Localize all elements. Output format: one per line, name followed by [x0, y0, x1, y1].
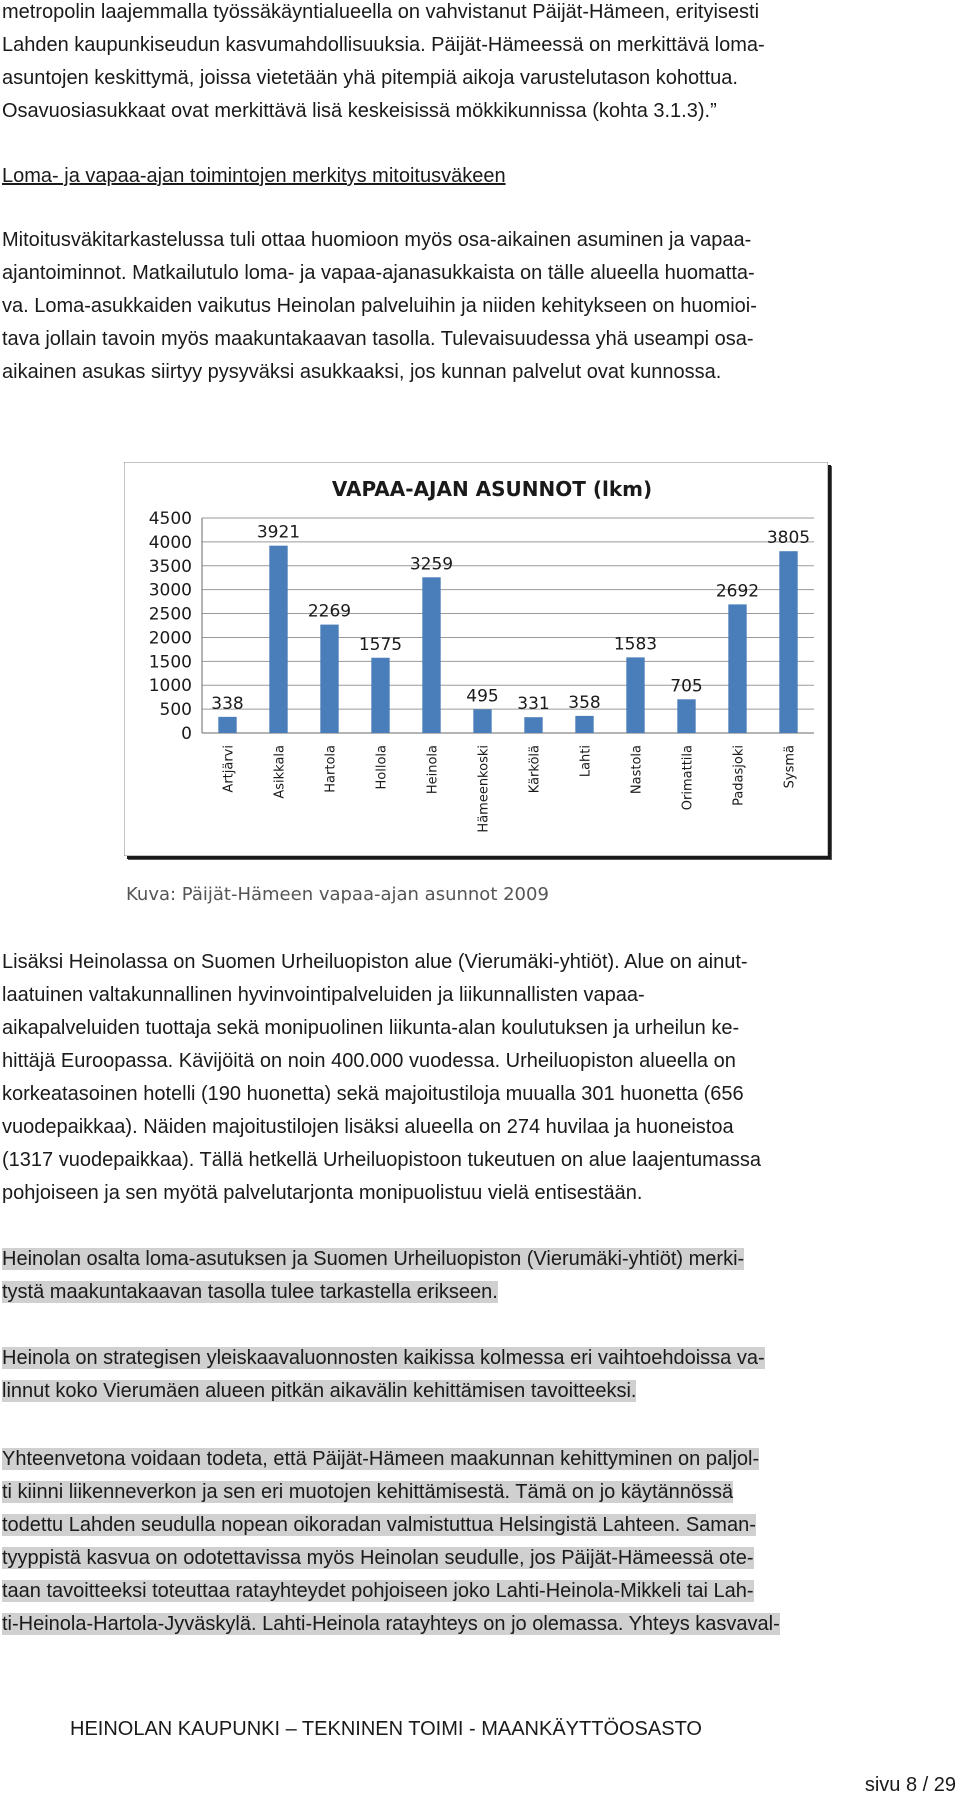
x-tick-label: Padasjoki: [731, 745, 747, 806]
x-tick-label: Hollola: [374, 745, 390, 790]
text-line: [2, 1608, 957, 1641]
y-tick-label: 2000: [148, 628, 192, 649]
text-line: (1317 vuodepaikkaa). Tällä hetkellä Urheiluopistoon tukeutuen on alue laajentumassa: [2, 1149, 762, 1171]
text-line: aikapalveluiden tuottaja sekä monipuolinen liikunta-alan koulutuksen ja urheilun ke-: [2, 1017, 740, 1039]
data-label: 3921: [256, 522, 301, 543]
data-label: 1583: [613, 634, 658, 655]
data-label: 331: [517, 694, 550, 715]
paragraph-highlighted-1: [2, 1243, 957, 1309]
bar: [728, 604, 746, 733]
text-line: pohjoiseen ja sen myötä palvelutarjonta monipuolistuu vielä entisestään.: [2, 1182, 643, 1204]
highlighted-text: tystä maakuntakaavan tasolla tulee tarkastella erikseen.: [2, 1281, 498, 1303]
paragraph-urheiluopisto: [2, 946, 957, 1210]
y-tick-label: 4000: [148, 532, 192, 553]
highlighted-text: tyyppistä kasvua on odotettavissa myös Heinolan seudulle, jos Päijät-Hämeessä ote-: [2, 1547, 754, 1569]
paragraph-mitoitus: [2, 224, 957, 389]
y-tick-label: 1000: [148, 676, 192, 697]
x-tick-label: Kärkölä: [527, 745, 543, 794]
text-line: aikainen asukas siirtyy pysyväksi asukkaaksi, jos kunnan palvelut ovat kunnossa.: [2, 361, 722, 383]
y-tick-label: 500: [159, 700, 192, 721]
intro-paragraph: [2, 0, 957, 128]
text-line: [2, 1509, 957, 1542]
x-tick-label: Sysmä: [782, 745, 798, 789]
text-line: [2, 1342, 957, 1375]
bar: [320, 625, 338, 733]
section-heading: Loma- ja vapaa-ajan toimintojen merkitys mitoitusväkeen: [2, 165, 506, 187]
bar: [422, 577, 440, 733]
x-tick-label: Asikkala: [272, 745, 288, 799]
text-line: vuodepaikkaa). Näiden majoitustilojen lisäksi alueella on 274 huvilaa ja huoneistoa: [2, 1116, 734, 1138]
x-tick-label: Hartola: [323, 745, 339, 793]
text-line: [2, 1443, 957, 1476]
text-line: [2, 1476, 957, 1509]
highlighted-text: todettu Lahden seudulla nopean oikoradan valmistuttua Helsingistä Lahteen. Saman-: [2, 1514, 756, 1536]
x-tick-label: Heinola: [425, 745, 441, 795]
text-line: [2, 1542, 957, 1575]
text-line: hittäjä Euroopassa. Kävijöitä on noin 400.000 vuodessa. Urheiluopiston alueella on: [2, 1050, 736, 1072]
y-tick-label: 1500: [148, 652, 192, 673]
bar: [218, 717, 236, 733]
paragraph-highlighted-2: [2, 1342, 957, 1408]
page-footer: HEINOLAN KAUPUNKI – TEKNINEN TOIMI - MAANKÄYTTÖOSASTO: [70, 1718, 702, 1740]
text-line: korkeatasoinen hotelli (190 huonetta) sekä majoitustiloja muualla 301 huonetta (656: [2, 1083, 744, 1105]
highlighted-text: ti-Heinola-Hartola-Jyväskylä. Lahti-Heinola ratayhteys on jo olemassa. Yhteys kasvaval-: [2, 1613, 780, 1635]
y-tick-label: 0: [181, 724, 192, 744]
data-label: 705: [670, 676, 703, 697]
x-tick-label: Orimattila: [680, 745, 696, 811]
page-number: sivu 8 / 29: [864, 1774, 956, 1796]
bar: [473, 709, 491, 733]
text-line: va. Loma-asukkaiden vaikutus Heinolan palveluihin ja niiden kehitykseen on huomioi-: [2, 295, 757, 317]
x-tick-label: Hämeenkoski: [476, 745, 492, 833]
text-line: Mitoitusväkitarkastelussa tuli ottaa huomioon myös osa-aikainen asuminen ja vapaa-: [2, 229, 752, 251]
text-line: [2, 1375, 957, 1408]
bar: [575, 716, 593, 733]
y-tick-label: 2500: [148, 604, 192, 625]
data-label: 495: [466, 686, 499, 707]
data-label: 338: [211, 693, 244, 714]
y-tick-label: 4500: [148, 509, 192, 529]
highlighted-text: linnut koko Vierumäen alueen pitkän aikavälin kehittämisen tavoitteeksi.: [2, 1380, 637, 1402]
data-label: 1575: [358, 634, 403, 655]
data-label: 358: [568, 692, 601, 713]
highlighted-text: Yhteenvetona voidaan todeta, että Päijät-Hämeen maakunnan kehittyminen on paljol-: [2, 1448, 760, 1470]
bar-chart: [124, 462, 828, 856]
data-label: 2269: [307, 601, 352, 622]
data-label: 3805: [766, 528, 811, 549]
highlighted-text: taan tavoitteeksi toteuttaa ratayhteydet pohjoiseen joko Lahti-Heinola-Mikkeli tai Lah-: [2, 1580, 754, 1602]
highlighted-text: ti kiinni liikenneverkon ja sen eri muotojen kehittämisestä. Tämä on jo käytännössä: [2, 1481, 734, 1503]
x-tick-label: Artjärvi: [221, 745, 237, 793]
bar: [626, 657, 644, 733]
text-line: laatuinen valtakunnallinen hyvinvointipalveluiden ja liikunnallisten vapaa-: [2, 984, 645, 1006]
bar: [677, 699, 695, 733]
data-label: 3259: [409, 554, 454, 575]
bar: [779, 551, 797, 733]
data-label: 2692: [715, 581, 760, 602]
paragraph-highlighted-3: [2, 1443, 957, 1641]
chart-canvas: [124, 462, 828, 856]
text-line: metropolin laajemmalla työssäkäyntialueella on vahvistanut Päijät-Hämeen, erityisesti: [2, 1, 760, 23]
text-line: Lahden kaupunkiseudun kasvumahdollisuuksia. Päijät-Hämeessä on merkittävä loma-: [2, 34, 765, 56]
chart-caption: Kuva: Päijät-Hämeen vapaa-ajan asunnot 2009: [126, 884, 549, 905]
highlighted-text: Heinola on strategisen yleiskaavaluonnosten kaikissa kolmessa eri vaihtoehdoissa va-: [2, 1347, 765, 1369]
text-line: Lisäksi Heinolassa on Suomen Urheiluopiston alue (Vierumäki-yhtiöt). Alue on ainut-: [2, 951, 748, 973]
x-tick-label: Nastola: [629, 745, 645, 795]
highlighted-text: Heinolan osalta loma-asutuksen ja Suomen Urheiluopiston (Vierumäki-yhtiöt) merki-: [2, 1248, 745, 1270]
bar: [269, 546, 287, 733]
text-line: asuntojen keskittymä, joissa vietetään yhä pitempiä aikoja varustelutason kohottua.: [2, 67, 738, 89]
text-line: Osavuosiasukkaat ovat merkittävä lisä keskeisissä mökkikunnissa (kohta 3.1.3).”: [2, 100, 717, 122]
text-line: [2, 1243, 957, 1276]
text-line: [2, 1276, 957, 1309]
y-tick-label: 3000: [148, 580, 192, 601]
x-tick-label: Lahti: [578, 745, 594, 778]
bar: [371, 658, 389, 733]
text-line: tava jollain tavoin myös maakuntakaavan tasolla. Tulevaisuudessa yhä useampi osa-: [2, 328, 754, 350]
text-line: [2, 1575, 957, 1608]
text-line: ajantoiminnot. Matkailutulo loma- ja vapaa-ajanasukkaista on tälle alueella huomatta-: [2, 262, 755, 284]
y-tick-label: 3500: [148, 556, 192, 577]
bar: [524, 717, 542, 733]
chart-title: VAPAA-AJAN ASUNNOT (lkm): [331, 477, 653, 501]
